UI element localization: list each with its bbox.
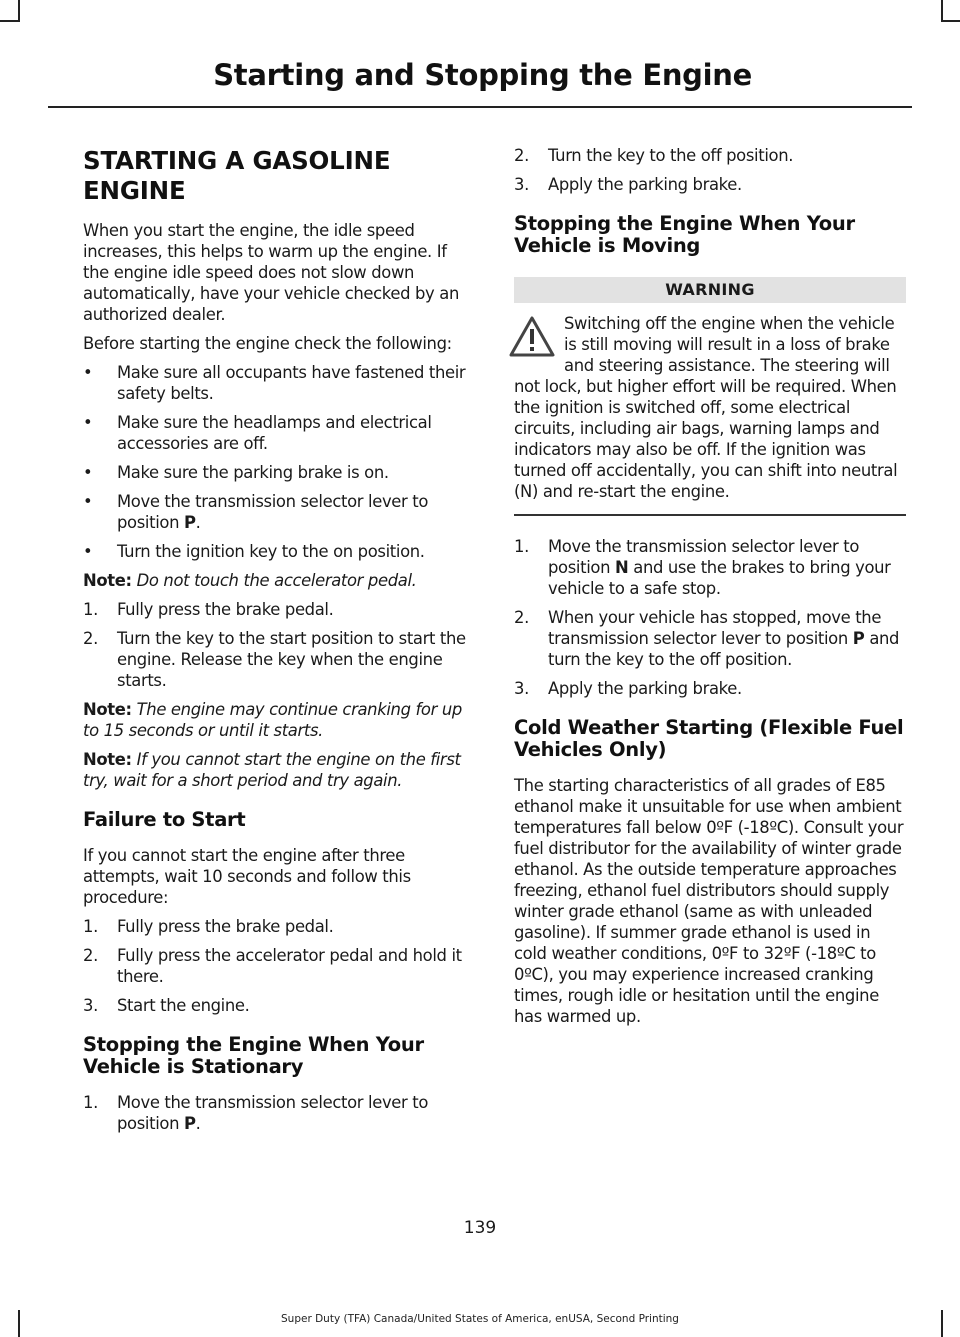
- subsection-heading: Failure to Start: [83, 808, 246, 831]
- warning-divider: [514, 514, 906, 516]
- header-divider: [48, 106, 912, 108]
- list-item: • Make sure the parking brake is on.: [83, 463, 389, 482]
- crop-mark: [0, 20, 20, 22]
- note: Note: If you cannot start the engine on the first try, wait for a short period and try again.: [83, 750, 461, 790]
- step-item: 2. Turn the key to the start position to start the engine. Release the key when the engine starts.: [83, 629, 466, 690]
- step-item: 1. Fully press the brake pedal.: [83, 600, 334, 619]
- paragraph: The starting characteristics of all grades of E85 ethanol make it unsuitable for use when ambient temperatures fall below 0ºF (-18ºC). Consult your fuel distributor for the availability of winter grade ethanol. As the outside temperature approaches freezing, ethanol fuel distributors should supply winter grade ethanol (same as with unleaded gasoline). If summer grade ethanol is used in cold weather conditions, 0ºF to 32ºF (-18ºC to 0ºC), you may experience increased cranking times, rough idle or hesitation until the engine has warmed up.: [514, 776, 904, 1026]
- list-item: • Make sure the headlamps and electrical accessories are off.: [83, 413, 432, 453]
- list-item: • Turn the ignition key to the on position.: [83, 542, 425, 561]
- left-column: [83, 146, 475, 1142]
- list-item: • Make sure all occupants have fastened their safety belts.: [83, 363, 466, 403]
- note: Note: The engine may continue cranking for up to 15 seconds or until it starts.: [83, 700, 462, 740]
- crop-mark: [941, 0, 943, 22]
- step-item: 3. Start the engine.: [83, 996, 250, 1015]
- section-heading: STARTING A GASOLINE ENGINE: [83, 146, 391, 205]
- footer-text: Super Duty (TFA) Canada/United States of America, enUSA, Second Printing: [281, 1313, 679, 1325]
- step-item: 1. Fully press the brake pedal.: [83, 917, 334, 936]
- crop-mark: [18, 0, 20, 22]
- step-item: 2. Fully press the accelerator pedal and hold it there.: [83, 946, 462, 986]
- step-item: 3. Apply the parking brake.: [514, 679, 742, 698]
- paragraph: If you cannot start the engine after three attempts, wait 10 seconds and follow this procedure:: [83, 846, 411, 907]
- step-item: 3. Apply the parking brake.: [514, 175, 742, 194]
- right-column: [514, 145, 906, 1035]
- checklist-intro: Before starting the engine check the following:: [83, 334, 452, 353]
- intro-paragraph: When you start the engine, the idle speed increases, this helps to warm up the engine. If the engine idle speed does not slow down automatically, have your vehicle checked by an authorized dealer.: [83, 221, 459, 324]
- list-item: • Move the transmission selector lever to position P.: [83, 492, 429, 532]
- subsection-heading: Cold Weather Starting (Flexible Fuel Vehicles Only): [514, 716, 904, 761]
- warning-triangle-icon: [508, 315, 556, 359]
- subsection-heading: Stopping the Engine When Your Vehicle is Stationary: [83, 1033, 424, 1078]
- step-item: 2. Turn the key to the off position.: [514, 146, 794, 165]
- subsection-heading: Stopping the Engine When Your Vehicle is Moving: [514, 212, 855, 257]
- crop-mark: [941, 20, 960, 22]
- step-item: 2. When your vehicle has stopped, move the transmission selector lever to position P and turn the key to the off position.: [514, 608, 900, 669]
- page-number: 139: [463, 1218, 497, 1238]
- note: Note: Do not touch the accelerator pedal.: [83, 571, 417, 590]
- warning-label: WARNING: [514, 277, 906, 303]
- page-title: Starting and Stopping the Engine: [213, 58, 752, 92]
- step-item: 1. Move the transmission selector lever to position P.: [83, 1093, 429, 1133]
- warning-text: Switching off the engine when the vehicle is still moving will result in a loss of brake and steering assistance. The steering will not lock, but higher effort will be required. When the ignition is switched off, some electrical circuits, including air bags, warning lamps and indicators may also be off. If the ignition was turned off accidentally, you can shift into neutral (N) and re-start the engine.: [514, 313, 906, 502]
- step-item: 1. Move the transmission selector lever to position N and use the brakes to bring your vehicle to a safe stop.: [514, 537, 891, 598]
